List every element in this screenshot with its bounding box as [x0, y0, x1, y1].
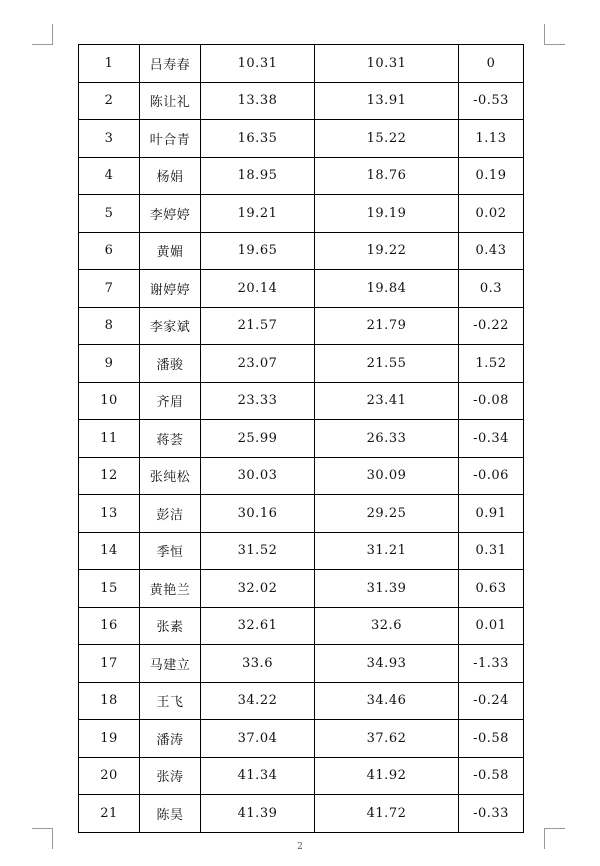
value-a-cell: 34.22 [201, 682, 315, 720]
table-row [79, 307, 524, 345]
value-b-cell: 19.22 [315, 232, 459, 270]
table-row [79, 607, 524, 645]
table-row [79, 457, 524, 495]
table-row [79, 757, 524, 795]
person-name-cell: 黄艳兰 [140, 570, 201, 608]
difference-cell: -0.34 [459, 420, 524, 458]
person-name-cell: 潘骏 [140, 345, 201, 383]
person-name-cell: 杨娟 [140, 157, 201, 195]
row-number-cell: 18 [79, 682, 140, 720]
table-row [79, 795, 524, 833]
row-number-cell: 14 [79, 532, 140, 570]
difference-cell: 0.01 [459, 607, 524, 645]
row-number-cell: 6 [79, 232, 140, 270]
score-table [78, 44, 524, 833]
person-name-cell: 叶合青 [140, 120, 201, 158]
table-row [79, 270, 524, 308]
value-a-cell: 31.52 [201, 532, 315, 570]
table-row [79, 232, 524, 270]
value-b-cell: 31.21 [315, 532, 459, 570]
value-b-cell: 15.22 [315, 120, 459, 158]
row-number-cell: 8 [79, 307, 140, 345]
row-number-cell: 3 [79, 120, 140, 158]
value-b-cell: 41.92 [315, 757, 459, 795]
table-row [79, 195, 524, 233]
value-b-cell: 26.33 [315, 420, 459, 458]
table-row [79, 570, 524, 608]
row-number-cell: 5 [79, 195, 140, 233]
value-a-cell: 25.99 [201, 420, 315, 458]
value-a-cell: 13.38 [201, 82, 315, 120]
value-b-cell: 32.6 [315, 607, 459, 645]
value-a-cell: 23.33 [201, 382, 315, 420]
difference-cell: -0.58 [459, 720, 524, 758]
score-table-body [79, 45, 524, 833]
row-number-cell: 1 [79, 45, 140, 83]
value-a-cell: 37.04 [201, 720, 315, 758]
difference-cell: -1.33 [459, 645, 524, 683]
table-row [79, 157, 524, 195]
value-a-cell: 18.95 [201, 157, 315, 195]
value-a-cell: 19.65 [201, 232, 315, 270]
value-b-cell: 18.76 [315, 157, 459, 195]
person-name-cell: 李家斌 [140, 307, 201, 345]
value-b-cell: 10.31 [315, 45, 459, 83]
value-a-cell: 19.21 [201, 195, 315, 233]
crop-mark-top-right [544, 24, 565, 45]
difference-cell: 0.02 [459, 195, 524, 233]
person-name-cell: 马建立 [140, 645, 201, 683]
value-b-cell: 34.46 [315, 682, 459, 720]
row-number-cell: 16 [79, 607, 140, 645]
person-name-cell: 彭洁 [140, 495, 201, 533]
row-number-cell: 11 [79, 420, 140, 458]
difference-cell: -0.58 [459, 757, 524, 795]
row-number-cell: 15 [79, 570, 140, 608]
value-b-cell: 41.72 [315, 795, 459, 833]
value-a-cell: 32.02 [201, 570, 315, 608]
person-name-cell: 蒋荟 [140, 420, 201, 458]
person-name-cell: 吕寿春 [140, 45, 201, 83]
difference-cell: 0.19 [459, 157, 524, 195]
difference-cell: 0.3 [459, 270, 524, 308]
row-number-cell: 19 [79, 720, 140, 758]
table-row [79, 82, 524, 120]
value-a-cell: 30.03 [201, 457, 315, 495]
person-name-cell: 王飞 [140, 682, 201, 720]
value-a-cell: 10.31 [201, 45, 315, 83]
person-name-cell: 张素 [140, 607, 201, 645]
value-b-cell: 23.41 [315, 382, 459, 420]
difference-cell: -0.06 [459, 457, 524, 495]
difference-cell: -0.33 [459, 795, 524, 833]
person-name-cell: 李婷婷 [140, 195, 201, 233]
difference-cell: 1.13 [459, 120, 524, 158]
table-row [79, 645, 524, 683]
person-name-cell: 张纯松 [140, 457, 201, 495]
value-b-cell: 29.25 [315, 495, 459, 533]
value-a-cell: 32.61 [201, 607, 315, 645]
row-number-cell: 20 [79, 757, 140, 795]
person-name-cell: 黄媚 [140, 232, 201, 270]
difference-cell: -0.24 [459, 682, 524, 720]
value-b-cell: 37.62 [315, 720, 459, 758]
value-b-cell: 34.93 [315, 645, 459, 683]
difference-cell: 0.63 [459, 570, 524, 608]
value-b-cell: 19.19 [315, 195, 459, 233]
person-name-cell: 谢婷婷 [140, 270, 201, 308]
person-name-cell: 张涛 [140, 757, 201, 795]
difference-cell: 0.43 [459, 232, 524, 270]
value-a-cell: 16.35 [201, 120, 315, 158]
row-number-cell: 4 [79, 157, 140, 195]
value-a-cell: 23.07 [201, 345, 315, 383]
value-b-cell: 21.79 [315, 307, 459, 345]
table-row [79, 120, 524, 158]
row-number-cell: 12 [79, 457, 140, 495]
table-row [79, 682, 524, 720]
value-a-cell: 20.14 [201, 270, 315, 308]
person-name-cell: 季恒 [140, 532, 201, 570]
table-row [79, 495, 524, 533]
value-b-cell: 30.09 [315, 457, 459, 495]
difference-cell: -0.53 [459, 82, 524, 120]
value-a-cell: 41.39 [201, 795, 315, 833]
difference-cell: 1.52 [459, 345, 524, 383]
difference-cell: 0 [459, 45, 524, 83]
difference-cell: 0.31 [459, 532, 524, 570]
row-number-cell: 13 [79, 495, 140, 533]
person-name-cell: 潘涛 [140, 720, 201, 758]
table-row [79, 720, 524, 758]
difference-cell: -0.22 [459, 307, 524, 345]
table-row [79, 382, 524, 420]
value-a-cell: 33.6 [201, 645, 315, 683]
value-a-cell: 21.57 [201, 307, 315, 345]
row-number-cell: 10 [79, 382, 140, 420]
value-b-cell: 31.39 [315, 570, 459, 608]
table-row [79, 45, 524, 83]
value-a-cell: 30.16 [201, 495, 315, 533]
row-number-cell: 17 [79, 645, 140, 683]
table-row [79, 345, 524, 383]
value-b-cell: 19.84 [315, 270, 459, 308]
value-a-cell: 41.34 [201, 757, 315, 795]
value-b-cell: 21.55 [315, 345, 459, 383]
person-name-cell: 齐眉 [140, 382, 201, 420]
row-number-cell: 2 [79, 82, 140, 120]
crop-mark-top-left [32, 24, 53, 45]
difference-cell: -0.08 [459, 382, 524, 420]
person-name-cell: 陈让礼 [140, 82, 201, 120]
difference-cell: 0.91 [459, 495, 524, 533]
table-row [79, 420, 524, 458]
person-name-cell: 陈昊 [140, 795, 201, 833]
row-number-cell: 9 [79, 345, 140, 383]
row-number-cell: 21 [79, 795, 140, 833]
page-number: 2 [297, 842, 303, 852]
table-row [79, 532, 524, 570]
value-b-cell: 13.91 [315, 82, 459, 120]
row-number-cell: 7 [79, 270, 140, 308]
